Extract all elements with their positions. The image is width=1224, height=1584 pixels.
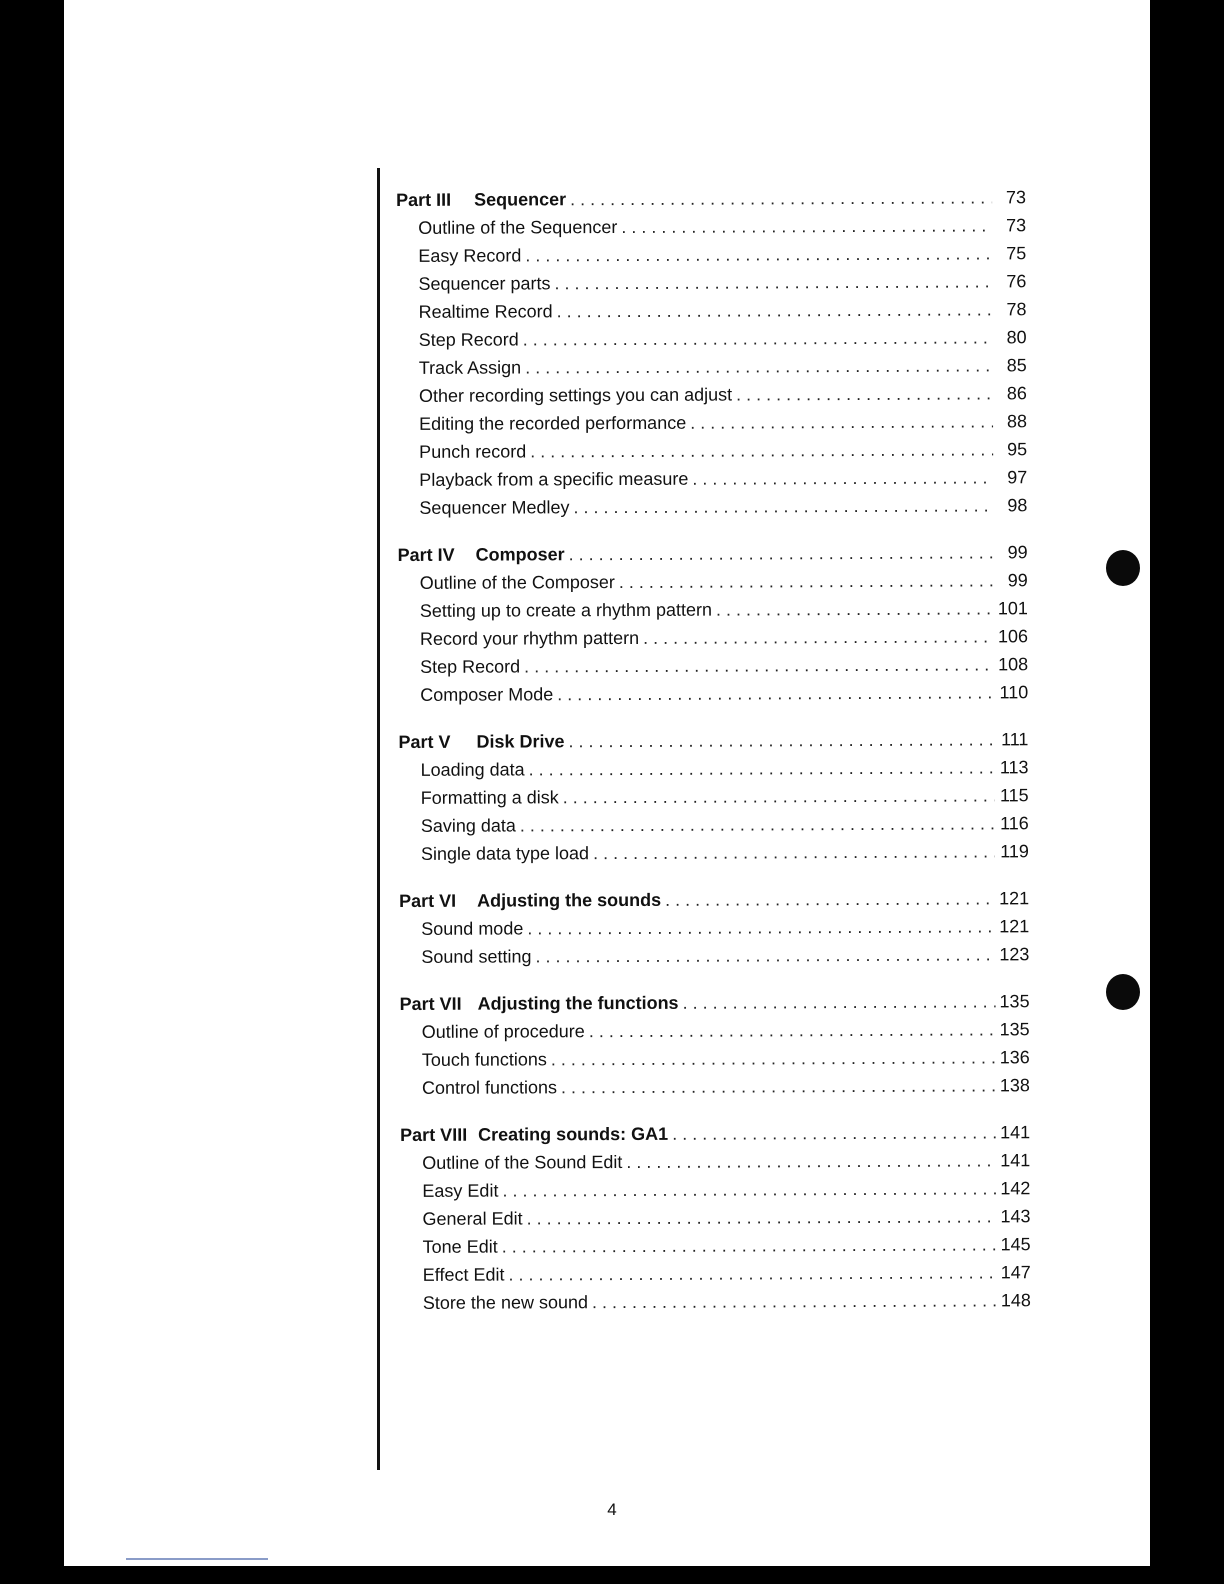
page-ref: 106: [997, 626, 1029, 647]
page-ref: 135: [999, 991, 1030, 1012]
dot-leader: [508, 1258, 996, 1288]
binder-hole-bottom: [1106, 974, 1140, 1010]
page-ref: 75: [1006, 243, 1027, 264]
entry-title: Outline of the Sound Edit: [422, 1152, 623, 1173]
dot-leader: [557, 295, 993, 325]
entry-title: Outline of the Composer: [419, 572, 615, 593]
dot-leader: [619, 566, 994, 596]
page-ref: 76: [1006, 271, 1027, 292]
entry-title: Sequencer Medley: [419, 497, 570, 518]
toc-entry: [397, 323, 1027, 354]
toc-section-part-iii: [396, 183, 1027, 522]
page-ref: 98: [1007, 495, 1028, 516]
page-ref: 108: [998, 654, 1029, 675]
toc-section-part-viii: [400, 1118, 1031, 1317]
dot-leader: [589, 1015, 996, 1045]
margin-rule: [377, 168, 380, 1470]
page-ref: 101: [997, 598, 1028, 619]
toc-entry: [398, 650, 1028, 681]
dot-leader: [502, 1230, 997, 1260]
dot-leader: [665, 884, 995, 913]
part-label: Part III: [396, 189, 452, 210]
page-ref: 141: [1000, 1122, 1031, 1143]
page-ref: 110: [999, 682, 1029, 703]
dot-leader: [527, 912, 995, 942]
page-ref: 86: [1006, 383, 1027, 404]
toc-entry: [400, 1071, 1030, 1102]
toc-entry: [398, 678, 1028, 709]
dot-leader: [551, 1043, 996, 1073]
page-ref: 135: [999, 1019, 1030, 1040]
toc-entry: [401, 1230, 1031, 1261]
toc-part-heading: [396, 183, 1026, 214]
toc-entry: [399, 940, 1029, 971]
dot-leader: [530, 435, 993, 465]
dot-leader: [569, 538, 994, 568]
entry-title: Easy Edit: [422, 1180, 499, 1201]
toc-entry: [396, 211, 1026, 242]
dot-leader: [520, 809, 995, 839]
part-label: Part VI: [399, 890, 457, 911]
scan-artifact-line: [126, 1558, 268, 1560]
part-title: Disk Drive: [476, 731, 565, 752]
toc-entry: [400, 1146, 1030, 1177]
toc-entry: [397, 351, 1027, 382]
page-ref: 99: [1007, 570, 1028, 591]
part-title: Composer: [475, 544, 565, 565]
toc-entry: [397, 379, 1027, 410]
part-title: Creating sounds: GA1: [478, 1123, 669, 1145]
toc-entry: [401, 1258, 1031, 1289]
page-ref: 119: [1000, 841, 1029, 862]
page-ref: 121: [999, 888, 1030, 909]
page-ref: 148: [1000, 1290, 1031, 1311]
entry-title: Setting up to create a rhythm pattern: [419, 599, 713, 621]
toc-part-heading: [398, 538, 1028, 569]
page-ref: 111: [1001, 729, 1029, 750]
part-title: Sequencer: [474, 189, 567, 210]
part-title: Adjusting the sounds: [477, 889, 662, 911]
entry-title: Tone Edit: [422, 1236, 498, 1257]
dot-leader: [643, 622, 994, 652]
dot-leader: [524, 650, 994, 680]
toc-section-part-v: [398, 725, 1029, 868]
page-number: 4: [607, 1500, 617, 1519]
entry-title: Saving data: [420, 815, 516, 836]
toc-entry: [401, 1286, 1031, 1317]
page-ref: 85: [1006, 355, 1027, 376]
toc-section-part-vi: [399, 884, 1029, 971]
page-ref: 115: [999, 785, 1029, 806]
toc-entry: [398, 753, 1028, 784]
entry-title: Effect Edit: [422, 1264, 505, 1285]
dot-leader: [682, 987, 995, 1016]
dot-leader: [626, 1146, 996, 1176]
toc-part-heading: [400, 1118, 1030, 1149]
entry-title: Store the new sound: [422, 1292, 589, 1313]
toc-part-heading: [399, 884, 1029, 915]
part-label: Part VII: [399, 993, 462, 1014]
entry-title: Easy Record: [418, 245, 522, 266]
entry-title: Record your rhythm pattern: [419, 627, 640, 649]
dot-leader: [535, 940, 995, 970]
entry-title: Sound mode: [421, 918, 524, 939]
part-title: Adjusting the functions: [477, 992, 679, 1014]
page-ref: 147: [1000, 1262, 1031, 1283]
toc-entry: [398, 622, 1028, 653]
page-ref: 141: [1000, 1150, 1031, 1171]
toc-part-heading: [400, 987, 1030, 1018]
toc-entry: [399, 912, 1029, 943]
page-ref: 97: [1007, 467, 1028, 488]
page-ref: 116: [1000, 813, 1029, 834]
dot-leader: [568, 725, 994, 755]
entry-title: Punch record: [419, 441, 527, 462]
page-ref: 88: [1006, 411, 1028, 432]
toc-entry: [397, 407, 1027, 438]
page-ref: 80: [1006, 327, 1027, 348]
dot-leader: [716, 594, 994, 623]
page-ref: 138: [999, 1075, 1030, 1096]
page-ref: 123: [999, 944, 1030, 965]
dot-leader: [672, 1118, 996, 1147]
entry-title: Editing the recorded performance: [418, 412, 687, 434]
dot-leader: [563, 781, 995, 811]
toc-part-heading: [398, 725, 1028, 756]
entry-title: Touch functions: [421, 1049, 547, 1070]
entry-title: Step Record: [420, 656, 521, 677]
page-ref: 145: [1000, 1234, 1031, 1255]
toc-entry: [396, 295, 1026, 326]
entry-title: Single data type load: [420, 843, 590, 864]
dot-leader: [523, 323, 993, 353]
dot-leader: [736, 379, 993, 408]
dot-leader: [690, 407, 993, 436]
entry-title: Other recording settings you can adjust: [418, 384, 733, 406]
entry-title: Track Assign: [418, 357, 522, 378]
toc-entry: [399, 809, 1029, 840]
dot-leader: [554, 267, 992, 297]
toc-entry: [397, 491, 1027, 522]
part-label: Part VIII: [400, 1124, 468, 1145]
entry-title: Loading data: [420, 759, 525, 780]
toc-section-part-iv: [398, 538, 1029, 709]
entry-title: Composer Mode: [420, 684, 554, 705]
toc-entry: [400, 1015, 1030, 1046]
toc-entry: [399, 837, 1029, 868]
entry-title: Step Record: [418, 329, 519, 350]
toc-entry: [400, 1043, 1030, 1074]
dot-leader: [527, 1202, 997, 1232]
binder-hole-top: [1106, 550, 1140, 586]
toc-entry: [398, 594, 1028, 625]
dot-leader: [570, 183, 992, 213]
dot-leader: [525, 239, 992, 269]
page-ref: 99: [1007, 542, 1028, 563]
toc-entry: [399, 781, 1029, 812]
page-ref: 73: [1005, 187, 1027, 208]
entry-title: Outline of procedure: [421, 1021, 585, 1042]
page-ref: 136: [999, 1047, 1030, 1068]
part-label: Part IV: [397, 544, 455, 565]
page-ref: 78: [1006, 299, 1027, 320]
dot-leader: [573, 491, 993, 521]
dot-leader: [593, 837, 995, 867]
part-label: Part V: [398, 731, 451, 752]
entry-title: Sound setting: [421, 946, 532, 967]
entry-title: Realtime Record: [418, 301, 553, 322]
entry-title: Formatting a disk: [420, 787, 559, 808]
page-ref: 113: [999, 757, 1029, 778]
dot-leader: [592, 1286, 997, 1316]
dot-leader: [692, 463, 993, 492]
toc-section-part-vii: [400, 987, 1030, 1102]
page-ref: 95: [1007, 439, 1028, 460]
table-of-contents: [396, 183, 1031, 1336]
entry-title: Control functions: [421, 1077, 558, 1098]
entry-title: General Edit: [422, 1208, 523, 1229]
dot-leader: [561, 1071, 996, 1101]
page-ref: 142: [1000, 1178, 1031, 1199]
toc-entry: [400, 1174, 1030, 1205]
dot-leader: [557, 678, 994, 708]
page-ref: 143: [1000, 1206, 1031, 1227]
dot-leader: [621, 211, 992, 241]
entry-title: Playback from a specific measure: [419, 468, 689, 490]
entry-title: Sequencer parts: [418, 273, 551, 294]
toc-entry: [397, 463, 1027, 494]
toc-entry: [398, 566, 1028, 597]
toc-entry: [400, 1202, 1030, 1233]
toc-entry: [396, 267, 1026, 298]
entry-title: Outline of the Sequencer: [418, 217, 618, 238]
toc-entry: [396, 239, 1026, 270]
dot-leader: [525, 351, 993, 381]
dot-leader: [502, 1174, 996, 1204]
toc-entry: [397, 435, 1027, 466]
page-ref: 121: [999, 916, 1030, 937]
dot-leader: [529, 753, 995, 783]
page-ref: 73: [1006, 215, 1027, 236]
